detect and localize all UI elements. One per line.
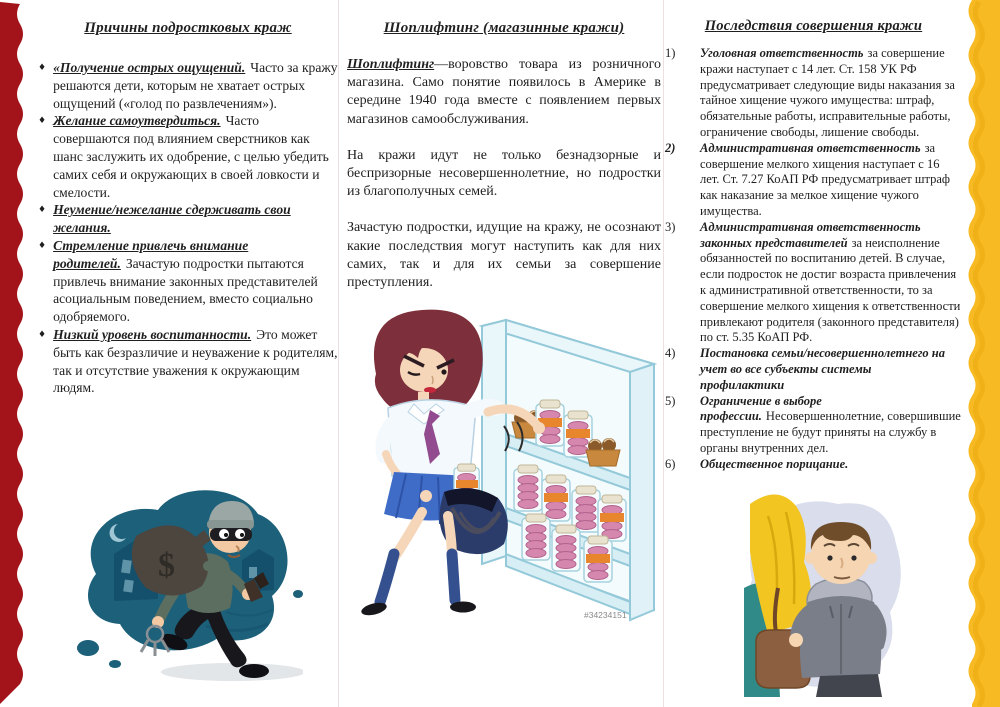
item-number: 1)	[665, 46, 676, 60]
cause-text: Часто совершаются под влиянием сверстников как шанс заслужить их одобрение, с целью убедить самих себя и окружающих в своей ловкости и смелости.	[53, 113, 329, 200]
item-number: 6)	[665, 456, 676, 471]
stock-id-watermark: #34234151	[584, 610, 627, 620]
consequence-text: за совершение кражи наступает с 14 лет. Ст. 158 УК РФ предусматривает следующие виды наказания за тайное хищение чужого имущества: штраф, обязательные работы, исправительные работы, ограничение свободы, лишение свободы.	[700, 46, 955, 139]
consequence-text: Несовершеннолетние, совершившие преступление не будут приняты на службу в органы внутренних дел.	[700, 409, 961, 455]
shoplifting-paragraph: На кражи идут не только безнадзорные и беспризорные несовершеннолетние, но подростки из благополучных семей.	[347, 147, 661, 200]
cause-text: Часто за кражу решаются дети, которым не хватает острых ощущений («голод по развлечениям»).	[53, 60, 338, 111]
causes-list	[38, 59, 338, 397]
cause-lead: «Получение острых ощущений.	[53, 60, 246, 75]
cause-lead: Низкий уровень воспитанности.	[53, 326, 252, 342]
consequence-lead: Уголовная ответственность	[700, 46, 864, 60]
consequences-title: Последствия совершения кражи	[704, 18, 923, 34]
cause-item	[38, 237, 338, 326]
consequence-item	[665, 46, 962, 141]
shoplifting-title: Шоплифтинг (магазинные кражи)	[383, 20, 625, 36]
consequence-item	[665, 394, 962, 457]
thief-illustration	[58, 474, 303, 686]
causes-title: Причины подростковых краж	[84, 20, 292, 36]
shoplifting-definition: Шоплифтинг—воровство товара из розничного магазина. Само понятие появилось в Америке в середине 1940 года вместе с появлением первых магазинов самообслуживания.	[347, 57, 661, 127]
pickpocket-illustration	[738, 492, 903, 697]
cause-item	[38, 112, 338, 201]
svg-text:$: $	[158, 547, 175, 584]
diamond-bullet-icon: ♦	[38, 205, 47, 216]
shoplifting-term: Шоплифтинг	[347, 57, 435, 72]
consequences-column	[665, 18, 962, 473]
shoplifting-column	[347, 20, 661, 292]
diamond-bullet-icon: ♦	[38, 329, 47, 340]
consequence-item	[665, 141, 962, 220]
consequence-lead: Административная ответственность	[700, 140, 921, 155]
causes-column	[38, 20, 338, 397]
consequence-text: за совершение мелкого хищения наступает с 16 лет. Ст. 7.27 КоАП РФ предусматривает штраф как наказание за мелкое хищение чужого имущества.	[700, 140, 951, 218]
cause-text: Зачастую подростки пытаются привлечь внимание законных представителей асоциальным поведением, вместо социально одобряемого.	[53, 255, 318, 325]
consequence-item	[665, 457, 962, 473]
consequences-list	[665, 46, 962, 473]
diamond-bullet-icon: ♦	[38, 63, 47, 73]
item-number: 5)	[665, 393, 676, 408]
cause-lead: Желание самоутвердиться.	[53, 113, 221, 129]
cause-lead: Стремление привлечь внимание родителей.	[53, 237, 249, 271]
consequence-item	[665, 220, 962, 346]
consequence-lead: Ограничение в выборе профессии.	[700, 393, 822, 424]
diamond-bullet-icon: ♦	[38, 116, 47, 127]
cause-lead: Неумение/нежелание сдерживать свои желания.	[53, 202, 291, 236]
item-number: 4)	[665, 346, 676, 361]
consequence-lead: Постановка семьи/несовершеннолетнего на учет во все субъекты системы профилактики	[700, 346, 945, 392]
consequence-lead: Общественное порицание.	[700, 456, 849, 471]
eye-mask	[210, 528, 252, 541]
consequence-lead: Административная ответственность законных представителей	[700, 219, 921, 250]
cause-item	[38, 201, 338, 237]
diamond-bullet-icon: ♦	[38, 240, 47, 251]
consequence-text: за неисполнение обязанностей по воспитанию детей. В случае, если подросток не достиг возраста привлечения к административной ответственности, то за совершение мелкого хищения к ответственности привлекают родителя (законного представителя) по ст. 5.35 КоАП РФ.	[700, 235, 961, 345]
consequence-item	[665, 346, 962, 393]
cause-text: Это может быть как безразличие и неуважение к родителям, так и отсутствие уважения к окружающим людям.	[53, 326, 338, 396]
cause-item	[38, 59, 338, 112]
red-wavy-border-left	[0, 0, 34, 707]
shoplifting-paragraph: Зачастую подростки, идущие на кражу, не осознают какие последствия могут наступить как для них самих, так и для их семьи за совершение преступления.	[347, 220, 661, 291]
pants	[816, 674, 882, 697]
item-number: 2)	[665, 140, 676, 155]
yellow-wavy-border-right	[960, 0, 1000, 707]
item-number: 3)	[665, 219, 676, 234]
store-shelf	[482, 320, 654, 620]
shoplifter-illustration	[336, 296, 666, 628]
cause-item	[38, 326, 338, 397]
